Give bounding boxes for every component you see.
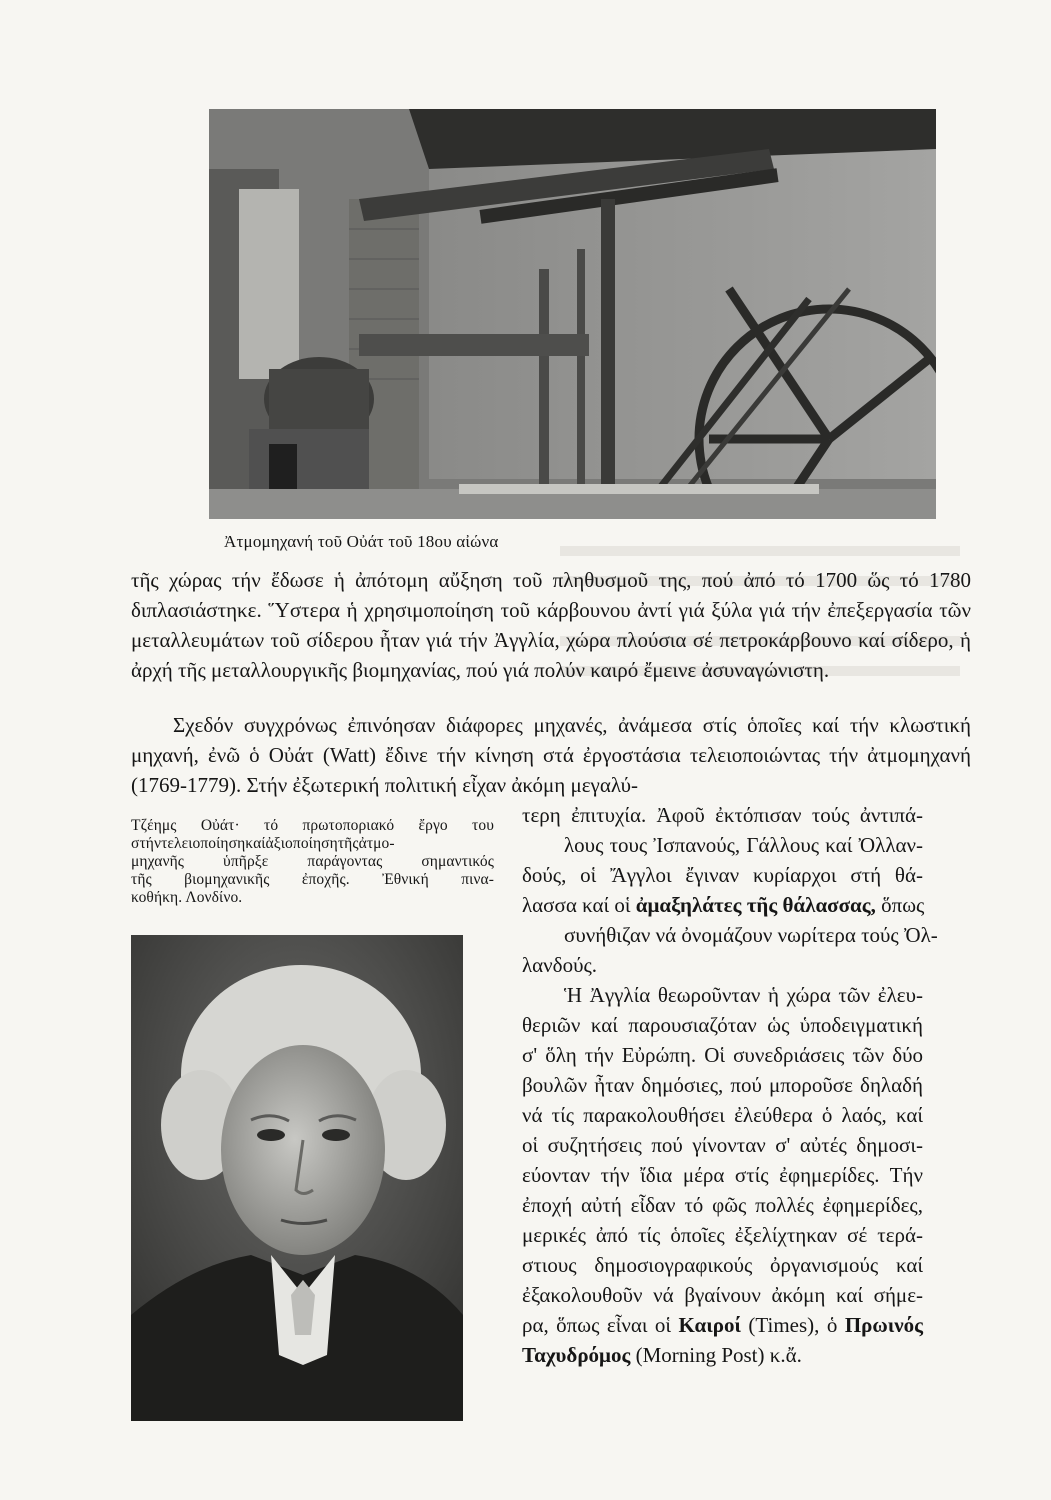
text-span: ρα, ὅπως εἶναι οἱ xyxy=(522,1313,672,1337)
text-line: Ἡ Ἀγγλία θεωροῦνταν ἡ χώρα τῶν ἐλευ- xyxy=(564,983,923,1007)
text-line: τερη ἐπιτυχία. Ἀφοῦ ἐκτόπισαν τούς ἀντιπά- xyxy=(522,803,923,827)
text-line: λανδούς. xyxy=(522,953,598,977)
caption-line: τῆς βιομηχανικῆς ἐποχῆς. Ἐθνική πινα- xyxy=(131,871,494,888)
text-line: ἐξακολουθοῦν νά βγαίνουν ἀκόμη καί σήμε- xyxy=(522,1283,923,1307)
portrait-caption xyxy=(131,817,494,907)
steam-engine-photo xyxy=(209,109,936,519)
text-line: δούς, οἱ Ἄγγλοι ἔγιναν κυρίαρχοι στή θά- xyxy=(522,863,923,887)
text-line: οἱ συζητήσεις πού γίνονταν σ' αὐτές δημοσι- xyxy=(522,1133,923,1157)
text-line: σ' ὅλη τήν Εὐρώπη. Οἱ συνεδριάσεις τῶν δύο xyxy=(522,1043,923,1067)
text-span: ὅπως xyxy=(881,893,925,917)
text-line: εύονταν τήν ἴδια μέρα στίς ἐφημερίδες. Τήν xyxy=(522,1163,923,1187)
text-line xyxy=(522,1340,923,1370)
text-line: μερικές ἀπό τίς ὁποῖες ἐξελίχτηκαν σέ τερά- xyxy=(522,1223,923,1247)
text-span: λασσα καί οἱ xyxy=(522,893,631,917)
caption-line: Τζέημς Οὐάτ· τό πρωτοποριακό ἔργο του xyxy=(131,817,494,834)
text-line xyxy=(522,890,923,920)
text-line: ἐποχή αὐτή εἶδαν τό φῶς πολλές ἐφημερίδες, xyxy=(522,1193,923,1217)
bold-term-post: Ταχυδρόμος xyxy=(522,1343,631,1367)
text-line: νά τίς παρακολουθήσει ἐλεύθερα ὁ λαός, καί xyxy=(522,1103,923,1127)
text-line: στιους δημοσιογραφικούς ὀργανισμούς καί xyxy=(522,1253,923,1277)
james-watt-portrait xyxy=(131,935,463,1421)
engine-photo-caption: Ἀτμομηχανή τοῦ Οὐάτ τοῦ 18ου αἰώνα xyxy=(224,532,499,551)
portrait-illustration xyxy=(131,935,463,1421)
caption-line: στήντελειοποίησηκαίἀξιοποίησητῆςἀτμο- xyxy=(131,835,395,852)
bold-term-sea-coachmen: ἀμαξηλάτες τῆς θάλασσας, xyxy=(635,893,876,917)
bold-term-morning: Πρωινός xyxy=(844,1313,923,1337)
text-span: (Morning Post) κ.ἄ. xyxy=(635,1343,802,1367)
text-line: θεριῶν καί παρουσιαζόταν ὡς ὑποδειγματική xyxy=(522,1013,923,1037)
right-column-text xyxy=(522,800,938,1370)
text-line xyxy=(522,1310,923,1340)
paragraph-inventions: Σχεδόν συγχρόνως ἐπινόησαν διάφορες μηχανές, ἀνάμεσα στίς ὁποῖες καί τήν κλωστική μηχανή, ἐνῶ ὁ Οὐάτ (Watt) ἔδινε τήν κίνηση στά ἐργοστάσια τελειοποιώντας τήν ἀτμομηχανή (1769-1779). Στήν ἐξωτερική πολιτική εἶχαν ἀκόμη μεγαλύ- xyxy=(131,713,971,797)
caption-line: μηχανῆς ὑπῆρξε παράγοντας σημαντικός xyxy=(131,853,494,870)
caption-line: κοθήκη. Λονδίνο. xyxy=(131,889,243,906)
text-line: συνήθιζαν νά ὀνομάζουν νωρίτερα τούς Ὀλ- xyxy=(564,923,938,947)
text-line: λους τους Ἰσπανούς, Γάλλους καί Ὀλλαν- xyxy=(564,833,923,857)
steam-engine-illustration xyxy=(209,109,936,519)
text-span: (Times), ὁ xyxy=(748,1313,838,1337)
paragraph-population: τῆς χώρας τήν ἔδωσε ἡ ἀπότομη αὔξηση τοῦ πληθυσμοῦ της, πού ἀπό τό 1700 ὥς τό 1780 διπλασιάστηκε. Ὕστερα ἡ χρησιμοποίηση τοῦ κάρβουνου ἀντί γιά ξύλα γιά τήν ἐπεξεργασία τῶν μεταλλευμάτων τοῦ σίδερου ἦταν γιά τήν Ἀγγλία, χώρα πλούσια σέ πετροκάρβουνο καί σίδερο, ἡ ἀρχή τῆς μεταλλουργικῆς βιομηχανίας, πού γιά πολύν καιρό ἔμεινε ἀσυναγώνιστη. xyxy=(131,568,971,682)
text-line: βουλῶν ἦταν δημόσιες, πού μποροῦσε δηλαδή xyxy=(522,1073,923,1097)
bold-term-times: Καιροί xyxy=(678,1313,741,1337)
